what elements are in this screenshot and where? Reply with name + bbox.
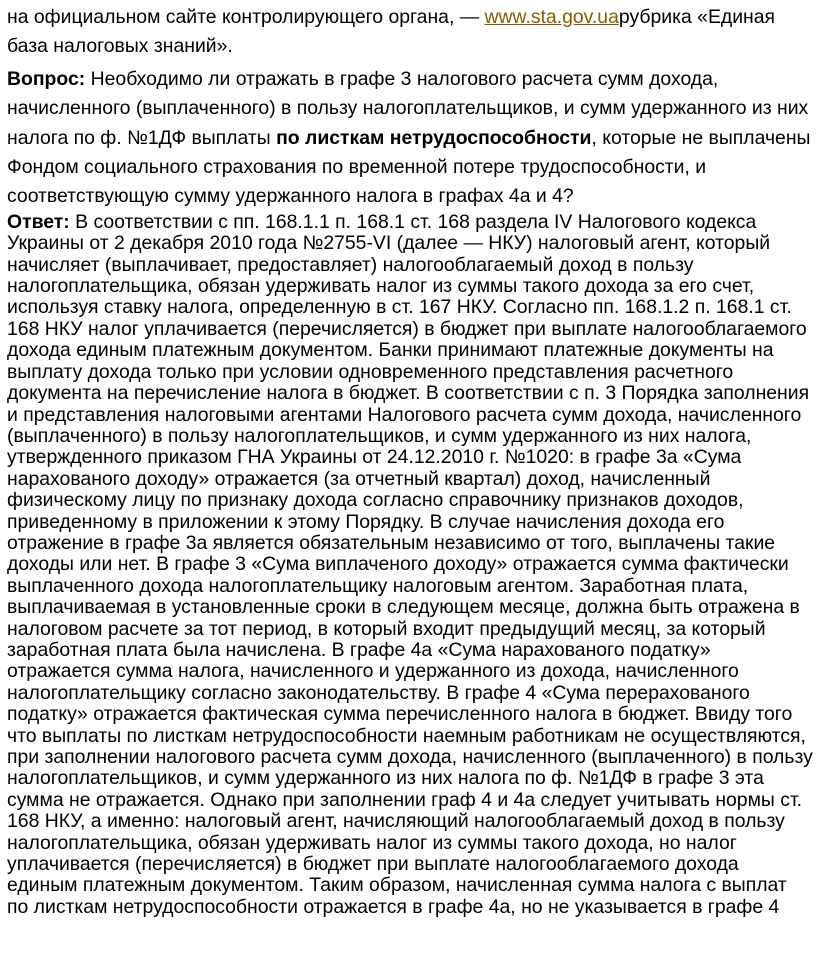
document-page — [7, 0, 813, 918]
intro-text-before: на официальном сайте контролирующего органа, — — [7, 6, 485, 28]
question-text-part2: , которые не выплачены Фондом социального страхования по временной потере трудоспособности, и соответствующую сумму удержанного налога в графах 4а и 4? — [7, 126, 811, 208]
intro-paragraph — [7, 0, 813, 62]
answer-paragraph — [7, 212, 813, 918]
question-bold-phrase: по листкам нетрудоспособности — [276, 126, 592, 149]
answer-text: В соответствии с пп. 168.1.1 п. 168.1 ст. 168 раздела IV Налогового кодекса Украины от 2 декабря 2010 года №2755-VI (далее — НКУ) налоговый агент, который начисляет (выплачивает, предоставляет) налогооблагаемый доход в пользу налогоплательщика, обязан удерживать налог из суммы такого дохода за его счет, используя ставку налога, определенную в ст. 167 НКУ. Согласно пп. 168.1.2 п. 168.1 ст. 168 НКУ налог уплачивается (перечисляется) в бюджет при выплате налогооблагаемого дохода единым платежным документом. Банки принимают платежные документы на выплату дохода только при условии одновременного представления расчетного документа на перечисление налога в бюджет. В соответствии с п. 3 Порядка заполнения и представления налоговыми агентами Налогового расчета сумм дохода, начисленного (выплаченного) в пользу налогоплательщиков, и сумм удержанного из них налога, утвержденного приказом ГНА Украины от 24.12.2010 г. №1020: в графе 3а «Сума нарахованого доходу» отражается (за отчетный квартал) доход, начисленный физическому лицу по признаку дохода согласно справочнику признаков доходов, приведенному в приложении к этому Порядку. В случае начисления дохода его отражение в графе 3а является обязательным независимо от того, выплачены такие доходы или нет. В графе 3 «Сума виплаченого доходу» отражается сумма фактически выплаченного дохода налогоплательщику налоговым агентом. Заработная плата, выплачиваемая в установленные сроки в следующем месяце, должна быть отражена в налоговом расчете за тот период, в который входит предыдущий месяц, за который заработная плата была начислена. В графе 4а «Сума нарахованого податку» отражается сумма налога, начисленного и удержанного из дохода, начисленного налогоплательщику согласно законодательству. В графе 4 «Сума перерахованого податку» отражается фактическая сумма перечисленного налога в бюджет. Ввиду того что выплаты по листкам нетрудоспособности наемным работникам не осуществляются, при заполнении налогового расчета сумм дохода, начисленного (выплаченного) в пользу налогоплательщиков, и сумм удержанного из них налога по ф. №1ДФ в графе 3 эта сумма не отражается. Однако при заполнении граф 4 и 4а следует учитывать нормы ст. 168 НКУ, а именно: налоговый агент, начисляющий налогооблагаемый доход в пользу налогоплательщика, обязан удерживать налог из суммы такого дохода, но налог уплачивается (перечисляется) в бюджет при выплате налогооблагаемого дохода единым платежным документом. Таким образом, начисленная сумма налога с выплат по листкам нетрудоспособности отражается в графе 4а, но не указывается в графе 4 — [7, 210, 813, 918]
answer-label: Ответ: — [7, 210, 70, 233]
question-label: Вопрос: — [7, 67, 86, 90]
intro-text-after: рубрика «Единая база налоговых знаний». — [7, 6, 776, 58]
sta-website-link[interactable]: www.sta.gov.ua — [484, 6, 619, 28]
question-text-part1: Необходимо ли отражать в графе 3 налогового расчета сумм дохода, начисленного (выплаченного) в пользу налогоплательщиков, и сумм удержанного из них налога по ф. №1ДФ выплаты — [7, 67, 809, 149]
question-paragraph — [7, 62, 813, 212]
